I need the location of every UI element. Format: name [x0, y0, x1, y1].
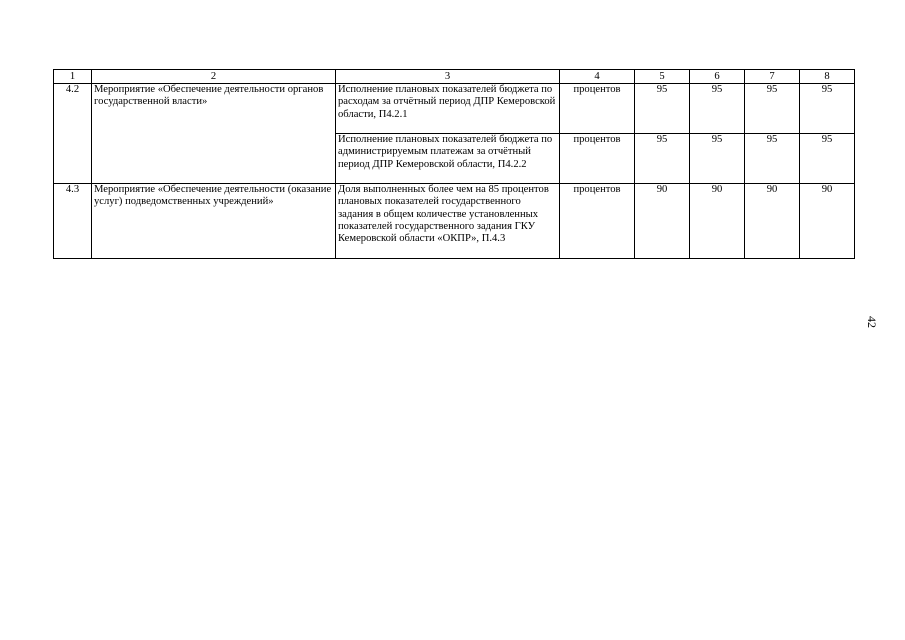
value-cell: 95 [745, 134, 800, 184]
value-cell: 95 [690, 134, 745, 184]
indicator-cell: Исполнение плановых показателей бюджета по расходам за отчётный период ДПР Кемеровской области, П4.2.1 [336, 84, 560, 134]
table-row [54, 184, 855, 259]
value-cell: 95 [690, 84, 745, 134]
header-cell: 3 [336, 70, 560, 84]
header-cell: 2 [92, 70, 336, 84]
header-cell: 5 [635, 70, 690, 84]
value-cell: 90 [690, 184, 745, 259]
value-cell: 90 [745, 184, 800, 259]
value-cell: 90 [635, 184, 690, 259]
indicator-cell: Исполнение плановых показателей бюджета по администрируемым платежам за отчётный период ДПР Кемеровской области, П4.2.2 [336, 134, 560, 184]
header-cell: 4 [560, 70, 635, 84]
header-row [54, 70, 855, 84]
header-cell: 8 [800, 70, 855, 84]
activity-cell: Мероприятие «Обеспечение деятельности (оказание услуг) подведомственных учреждений» [92, 184, 336, 259]
header-cell: 7 [745, 70, 800, 84]
table-row [54, 84, 855, 134]
header-cell: 6 [690, 70, 745, 84]
unit-cell: процентов [560, 184, 635, 259]
indicators-table [53, 69, 855, 259]
value-cell: 95 [635, 84, 690, 134]
page-number: 42 [865, 316, 879, 328]
row-number: 4.3 [54, 184, 92, 259]
indicator-cell: Доля выполненных более чем на 85 процентов плановых показателей государственного задания в общем количестве установленных показателей государственного задания ГКУ Кемеровской области «ОКПР», П.4.3 [336, 184, 560, 259]
value-cell: 95 [635, 134, 690, 184]
unit-cell: процентов [560, 134, 635, 184]
value-cell: 95 [800, 84, 855, 134]
header-cell: 1 [54, 70, 92, 84]
value-cell: 95 [800, 134, 855, 184]
unit-cell: процентов [560, 84, 635, 134]
value-cell: 95 [745, 84, 800, 134]
row-number: 4.2 [54, 84, 92, 184]
value-cell: 90 [800, 184, 855, 259]
activity-cell: Мероприятие «Обеспечение деятельности органов государственной власти» [92, 84, 336, 184]
